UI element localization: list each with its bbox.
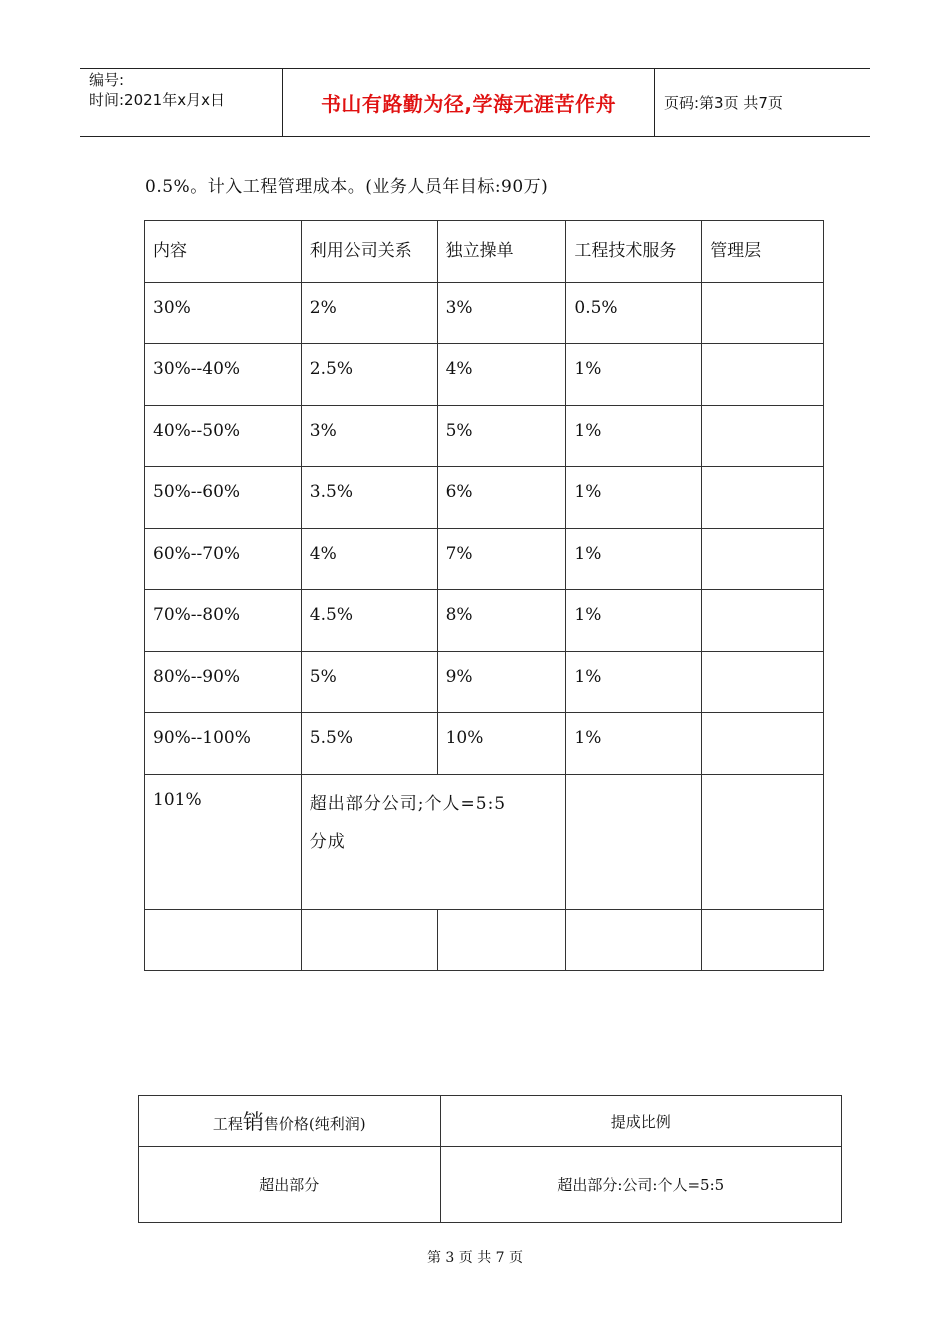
table-cell: 3% xyxy=(301,405,437,467)
table-cell xyxy=(702,405,824,467)
sales-cell: 超出部分 xyxy=(139,1147,441,1223)
time-label: 时间:2021年x月x日 xyxy=(89,91,225,109)
intro-paragraph: 0.5%。计入工程管理成本。(业务人员年目标:90万) xyxy=(145,177,549,197)
table-cell-empty xyxy=(702,774,824,909)
table-cell-empty xyxy=(702,909,824,971)
table-cell: 70%--80% xyxy=(145,590,302,652)
table-cell: 4% xyxy=(437,344,566,406)
table-row-overflow xyxy=(145,774,824,909)
table-cell: 4% xyxy=(301,528,437,590)
table-cell: 1% xyxy=(566,405,702,467)
table-cell xyxy=(702,528,824,590)
table-cell: 1% xyxy=(566,344,702,406)
table-row xyxy=(145,651,824,713)
table-cell: 5% xyxy=(437,405,566,467)
table-cell: 0.5% xyxy=(566,282,702,344)
table-row xyxy=(145,467,824,529)
table-cell: 101% xyxy=(145,774,302,909)
sales-header-post: 售价格(纯利润) xyxy=(263,1115,366,1133)
table-cell: 2% xyxy=(301,282,437,344)
table-cell: 3% xyxy=(437,282,566,344)
sales-header-big: 销 xyxy=(242,1110,264,1134)
table-cell xyxy=(702,590,824,652)
table-cell xyxy=(702,282,824,344)
header-cell: 内容 xyxy=(145,221,302,283)
table-cell: 10% xyxy=(437,713,566,775)
table-row xyxy=(145,405,824,467)
table-row xyxy=(145,528,824,590)
table-cell-empty xyxy=(566,774,702,909)
table-cell: 4.5% xyxy=(301,590,437,652)
table-cell: 9% xyxy=(437,651,566,713)
sales-cell: 超出部分:公司:个人=5:5 xyxy=(440,1147,841,1223)
header-cell: 工程技术服务 xyxy=(566,221,702,283)
table-cell: 3.5% xyxy=(301,467,437,529)
table-cell: 5.5% xyxy=(301,713,437,775)
table-cell: 1% xyxy=(566,528,702,590)
page-footer: 第 3 页 共 7 页 xyxy=(426,1250,524,1266)
table-row xyxy=(145,590,824,652)
sales-price-table xyxy=(138,1095,842,1223)
merged-line: 分成 xyxy=(309,831,346,852)
sales-header-pre: 工程 xyxy=(212,1115,243,1133)
header-cell: 管理层 xyxy=(702,221,824,283)
table-cell xyxy=(702,467,824,529)
table-cell xyxy=(702,651,824,713)
table-cell: 1% xyxy=(566,651,702,713)
table-cell: 60%--70% xyxy=(145,528,302,590)
header-cell: 独立操单 xyxy=(437,221,566,283)
table-cell-empty xyxy=(566,909,702,971)
table-cell: 30% xyxy=(145,282,302,344)
table-cell-empty xyxy=(145,909,302,971)
table-cell: 5% xyxy=(301,651,437,713)
table-cell: 6% xyxy=(437,467,566,529)
table-row xyxy=(145,344,824,406)
table-cell-empty xyxy=(437,909,566,971)
table-row-empty xyxy=(145,909,824,971)
table-cell: 30%--40% xyxy=(145,344,302,406)
table-cell xyxy=(702,713,824,775)
table-row xyxy=(145,282,824,344)
table-cell-empty xyxy=(301,909,437,971)
table-cell: 40%--50% xyxy=(145,405,302,467)
table-cell: 90%--100% xyxy=(145,713,302,775)
table-cell: 80%--90% xyxy=(145,651,302,713)
table-cell: 8% xyxy=(437,590,566,652)
number-label: 编号: xyxy=(89,71,125,89)
header-meta xyxy=(80,69,282,136)
header-motto: 书山有路勤为径,学海无涯苦作舟 xyxy=(282,69,655,136)
table-cell xyxy=(702,344,824,406)
header-bottom-rule xyxy=(80,136,870,137)
table-cell: 7% xyxy=(437,528,566,590)
table-row xyxy=(145,713,824,775)
sales-header-right: 提成比例 xyxy=(440,1096,841,1147)
sales-header-left xyxy=(139,1096,441,1147)
table-cell: 1% xyxy=(566,467,702,529)
header-cell: 利用公司关系 xyxy=(301,221,437,283)
table-cell: 50%--60% xyxy=(145,467,302,529)
table-cell: 2.5% xyxy=(301,344,437,406)
merged-line: 超出部分公司;个人=5:5 xyxy=(309,793,507,814)
table-cell: 1% xyxy=(566,590,702,652)
table-header-row xyxy=(145,221,824,283)
header-page-code: 页码:第3页 共7页 xyxy=(664,94,783,112)
table-cell: 1% xyxy=(566,713,702,775)
merged-cell xyxy=(301,774,566,909)
sales-row xyxy=(139,1147,842,1223)
commission-table xyxy=(144,220,824,971)
sales-header-row xyxy=(139,1096,842,1147)
